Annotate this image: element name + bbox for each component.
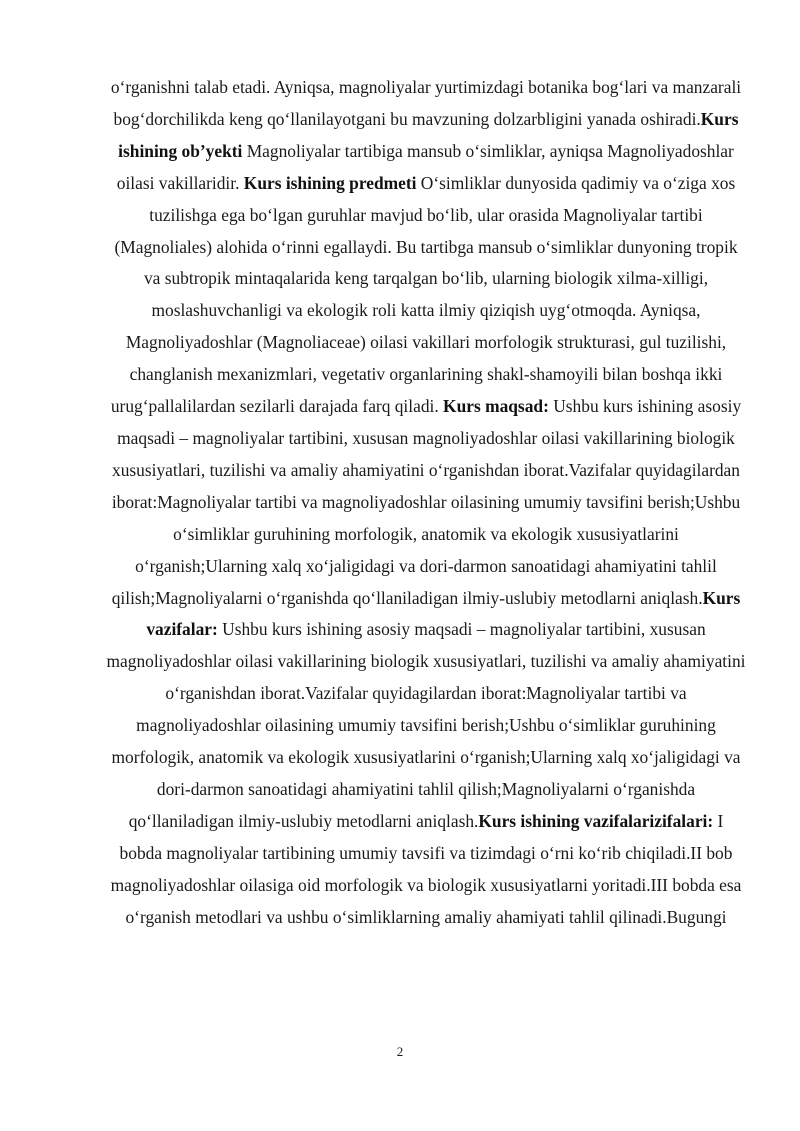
body-paragraph — [106, 72, 746, 933]
bold-heading-goal: Kurs maqsad: — [443, 396, 549, 417]
text-run: O‘simliklar dunyosida qadimiy va o‘ziga xos tuzilishga ega bo‘lgan guruhlar mavjud bo‘lib, ular orasida Magnoliyalar tartibi (Magnoliales) alohida o‘rinni egallaydi. Bu tartibga mansub o‘simliklar dunyoning tropik va subtropik mintaqalarida keng tarqalgan bo‘lib, ularning biologik xilma-xilligi, moslashuvchanligi va ekologik roli katta ilmiy qiziqish uyg‘otmoqda. Ayniqsa, Magnoliyadoshlar (Magnoliaceae) oilasi vakillari morfologik strukturasi, gul tuzilishi, changlanish mexanizmlari, vegetativ organlarining shakl-shamoyili bilan boshqa ikki urug‘pallalilardan sezilarli darajada farq qiladi. — [110, 172, 738, 417]
text-run: Magnoliyalar tartibiga mansub o‘simliklar, ayniqsa Magnoliyadoshlar oilasi vakillaridir. — [116, 140, 734, 193]
text-run: Ushbu kurs ishining asosiy maqsadi – magnoliyalar tartibini, xususan magnoliyadoshlar oilasi vakillarining biologik xususiyatlari, tuzilishi va amaliy ahamiyatini o‘rganishdan iborat.Vazifalar quyidagilardan iborat:Magnoliyalar tartibi va magnoliyadoshlar oilasining umumiy tavsifini berish;Ushbu o‘simliklar guruhining morfologik, anatomik va ekologik xususiyatlarini o‘rganish;Ularning xalq xo‘jaligidagi va dori-darmon sanoatidagi ahamiyatini tahlil qilish;Magnoliyalarni o‘rganishda qo‘llaniladigan ilmiy-uslubiy metodlarni aniqlash. — [111, 396, 742, 608]
bold-heading-tasks: Kurs vazifalar: — [146, 587, 741, 640]
bold-heading-structure: Kurs ishining vazifalarizifalari: — [478, 810, 714, 831]
bold-heading-object: Kurs ishining ob’yekti — [118, 108, 739, 161]
text-run: Ushbu kurs ishining asosiy maqsadi – magnoliyalar tartibini, xususan magnoliyadoshlar oilasi vakillarining biologik xususiyatlari, tuzilishi va amaliy ahamiyatini o‘rganishdan iborat.Vazifalar quyidagilardan iborat:Magnoliyalar tartibi va magnoliyadoshlar oilasining umumiy tavsifini berish;Ushbu o‘simliklar guruhining morfologik, anatomik va ekologik xususiyatlarini o‘rganish;Ularning xalq xo‘jaligidagi va dori-darmon sanoatidagi ahamiyatini tahlil qilish;Magnoliyalarni o‘rganishda qo‘llaniladigan ilmiy-uslubiy metodlarni aniqlash. — [106, 619, 746, 831]
page-number: 2 — [396, 1044, 404, 1059]
bold-heading-subject: Kurs ishining predmeti — [243, 172, 417, 193]
text-run: I bobda magnoliyalar tartibining umumiy tavsifi va tizimdagi o‘rni ko‘rib chiqiladi.II bob magnoliyadoshlar oilasiga oid morfologik va biologik xususiyatlarni yoritadi.III bobda esa o‘rganish metodlari va ushbu o‘simliklarning amaliy ahamiyati tahlil qilinadi.Bugungi — [110, 810, 742, 927]
text-run: o‘rganishni talab etadi. Ayniqsa, magnoliyalar yurtimizdagi botanika bog‘lari va manzarali bog‘dorchilikda keng qo‘llanilayotgani bu mavzuning dolzarbligini yanada oshiradi. — [110, 77, 742, 129]
